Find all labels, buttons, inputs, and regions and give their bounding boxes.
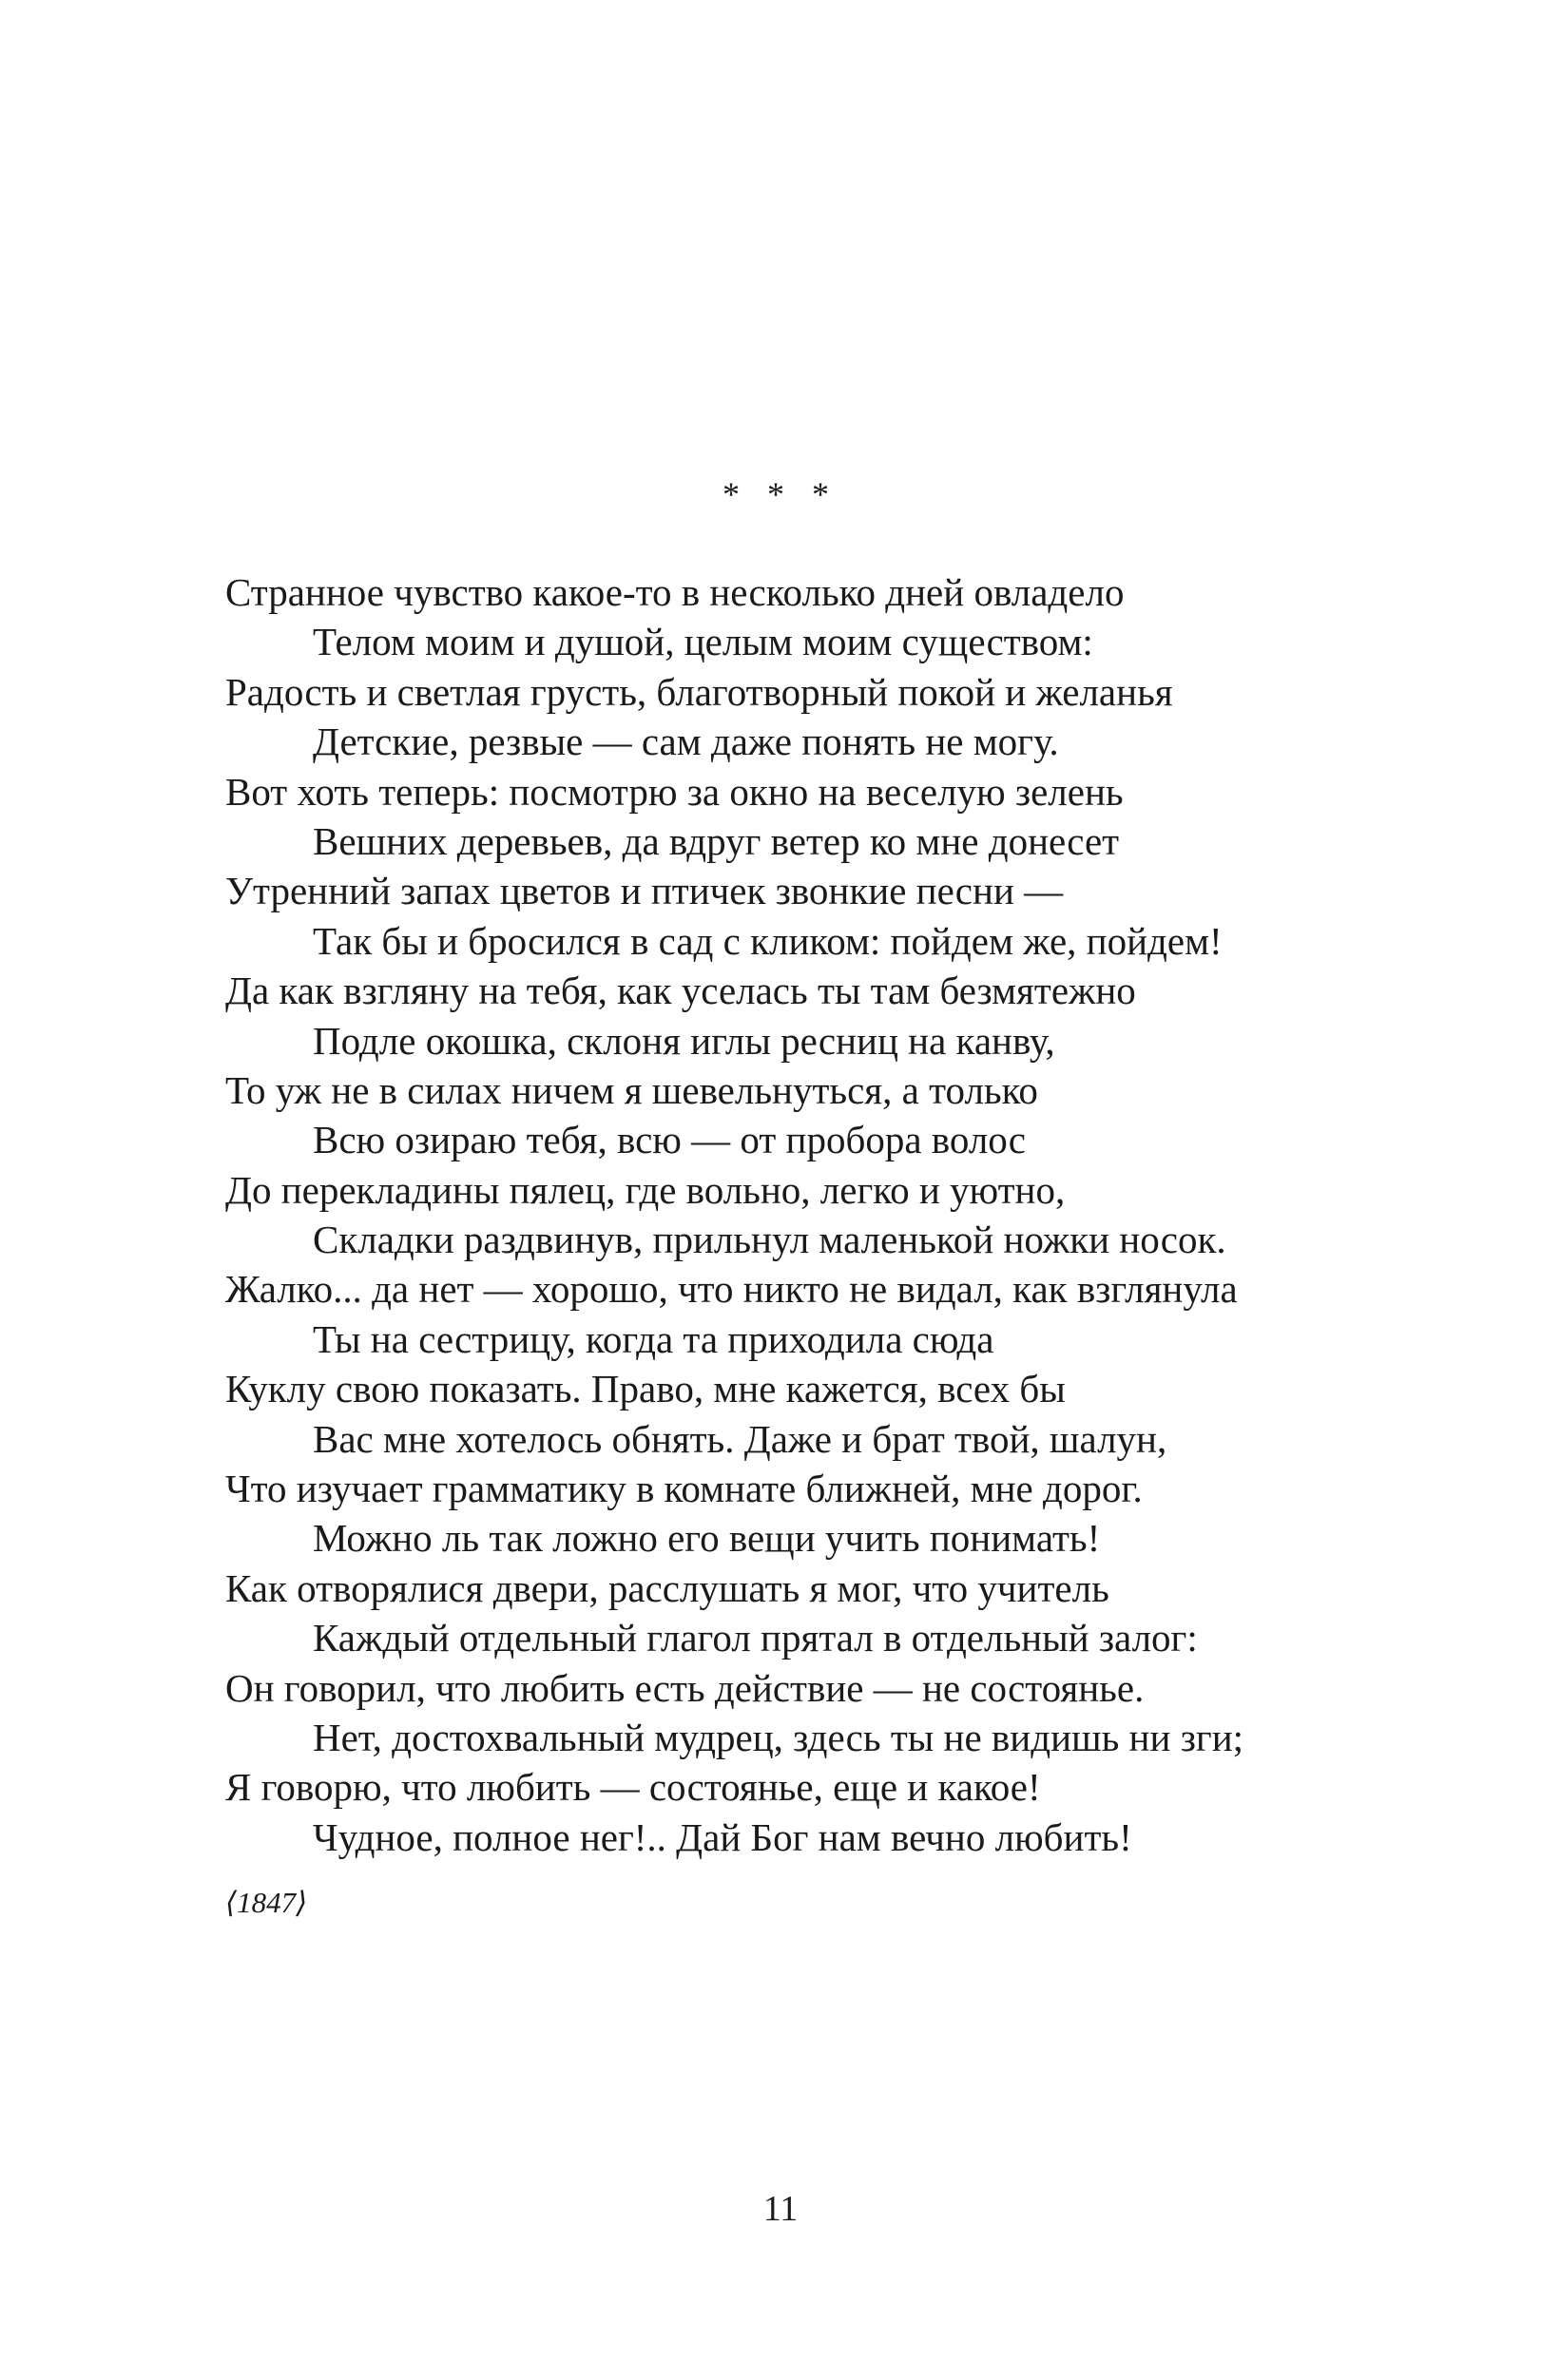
poem-line: Он говорил, что любить есть действие — не состоянье. bbox=[225, 1665, 1145, 1710]
poem-line: Вешних деревьев, да вдруг ветер ко мне донесет bbox=[313, 818, 1120, 863]
poem-line: Ты на сестрицу, когда та приходила сюда bbox=[313, 1316, 994, 1361]
poem-line: До перекладины пялец, где вольно, легко и уютно, bbox=[225, 1167, 1066, 1212]
poem-line: Я говорю, что любить — состоянье, еще и какое! bbox=[225, 1765, 1041, 1810]
poem-line: Чудное, полное нег!.. Дай Бог нам вечно любить! bbox=[313, 1814, 1132, 1859]
poem-line: Утренний запах цветов и птичек звонкие песни — bbox=[225, 869, 1064, 913]
poem-line: Подле окошка, склоня иглы ресниц на канву, bbox=[313, 1018, 1055, 1063]
poem-body bbox=[225, 567, 1442, 1862]
poem-line: Что изучает грамматику в комнате ближней, мне дорог. bbox=[225, 1467, 1143, 1511]
poem-line: Можно ль так ложно его вещи учить понимать! bbox=[313, 1516, 1101, 1561]
poem-date: ⟨1847⟩ bbox=[225, 1886, 308, 1919]
poem-line: Как отворялися двери, расслушать я мог, что учитель bbox=[225, 1565, 1109, 1610]
poem-line: Да как взгляну на тебя, как уселась ты там безмятежно bbox=[225, 969, 1136, 1013]
page-number: 11 bbox=[762, 2189, 799, 2229]
poem-line: Вот хоть теперь: посмотрю за окно на веселую зелень bbox=[225, 769, 1124, 814]
poem-line: Складки раздвинув, прильнул маленькой ножки носок. bbox=[313, 1218, 1226, 1262]
poem-line: Каждый отдельный глагол прятал в отдельный залог: bbox=[313, 1616, 1198, 1660]
poem-line: Радость и светлая грусть, благотворный покой и желанья bbox=[225, 669, 1173, 714]
poem-line: Жалко... да нет — хорошо, что никто не видал, как взглянула bbox=[225, 1267, 1238, 1312]
section-separator: * * * bbox=[723, 475, 838, 513]
poem-line: Детские, резвые — сам даже понять не могу. bbox=[313, 720, 1059, 764]
poem-line: Всю озираю тебя, всю — от пробора волос bbox=[313, 1118, 1026, 1162]
poem-line: Странное чувство какое-то в несколько дней овладело bbox=[225, 570, 1125, 614]
poem-line: То уж не в силах ничем я шевельнуться, а только bbox=[225, 1067, 1038, 1112]
poem-line: Телом моим и душой, целым моим существом: bbox=[313, 620, 1093, 664]
poem-line: Куклу свою показать. Право, мне кажется, всех бы bbox=[225, 1367, 1066, 1411]
poem-line: Нет, достохвальный мудрец, здесь ты не видишь ни зги; bbox=[313, 1715, 1244, 1759]
poem-line: Так бы и бросился в сад с кликом: пойдем же, пойдем! bbox=[313, 918, 1223, 963]
poem-line: Вас мне хотелось обнять. Даже и брат твой, шалун, bbox=[313, 1416, 1167, 1461]
